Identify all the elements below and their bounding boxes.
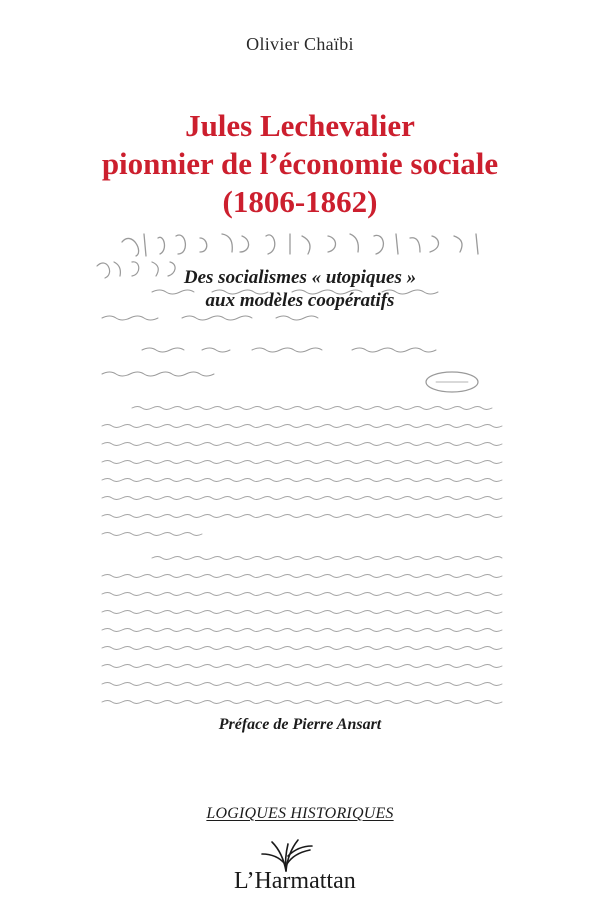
author-name: Olivier Chaïbi [246,34,354,54]
collection-name: LOGIQUES HISTORIQUES [206,805,394,822]
book-subtitle [0,266,600,312]
title-line-3: (1806-1862) [222,184,378,219]
subtitle-line-1: Des socialismes « utopiques » [183,267,417,288]
harmattan-logo-icon [256,838,316,872]
book-title [0,107,600,221]
publisher-name: L’Harmattan [234,868,356,894]
publisher-logo [228,838,378,898]
title-line-2: pionnier de l’économie sociale [101,146,499,181]
subtitle-line-2: aux modèles coopératifs [205,290,395,311]
title-line-1: Jules Lechevalier [185,108,415,143]
preface-credit: Préface de Pierre Ansart [218,716,382,733]
